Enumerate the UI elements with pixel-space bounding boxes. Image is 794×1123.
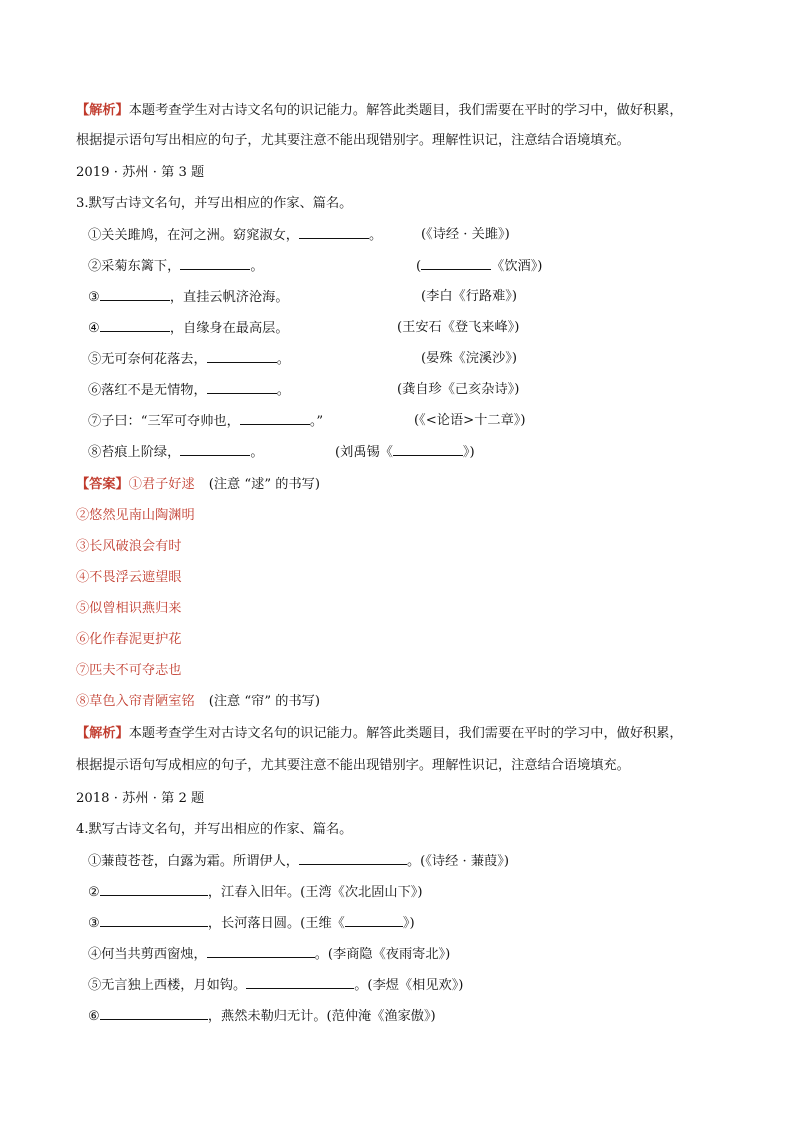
q3-item-1-source: (《诗经 · 关雎》) bbox=[421, 227, 510, 242]
analysis-tag: 【解析】 bbox=[76, 726, 129, 741]
blank-line bbox=[100, 1007, 208, 1020]
q3-item-7-source: (《<论语>十二章》) bbox=[414, 413, 526, 428]
q4-item-4: ④何当共剪西窗烛， 。(李商隐《夜雨寄北》) bbox=[88, 947, 451, 962]
blank-line bbox=[100, 914, 208, 927]
q3-item-4: ④ ，自缘身在最高层。 bbox=[88, 321, 289, 336]
analysis-1-line-2: 根据提示语句写出相应的句子，尤其要注意不能出现错别字。理解性识记，注意结合语境填充。 bbox=[76, 133, 630, 148]
q3-item-2-source: ( 《饮酒》) bbox=[416, 259, 543, 274]
q4-source: 2018 · 苏州 · 第 2 题 bbox=[76, 791, 205, 806]
blank-line bbox=[207, 350, 277, 363]
analysis-2-line-2: 根据提示语句写成相应的句子，尤其要注意不能出现错别字。理解性识记，注意结合语境填充。 bbox=[76, 758, 630, 773]
answer-line-7: ⑦匹夫不可夺志也 bbox=[76, 663, 182, 678]
blank-line bbox=[100, 288, 170, 301]
blank-line bbox=[180, 443, 250, 456]
answer-line-5: ⑤似曾相识燕归来 bbox=[76, 601, 182, 616]
answer-line-3: ③长风破浪会有时 bbox=[76, 539, 182, 554]
answer-line-4: ④不畏浮云遮望眼 bbox=[76, 570, 182, 585]
answer-line-6: ⑥化作春泥更护花 bbox=[76, 632, 182, 647]
q3-item-3: ③ ，直挂云帆济沧海。 bbox=[88, 290, 289, 305]
blank-line bbox=[240, 412, 310, 425]
blank-line bbox=[100, 319, 170, 332]
q3-item-3-source: (李白《行路难》) bbox=[421, 289, 518, 304]
q4-item-2: ② ，江春入旧年。(王湾《次北固山下》) bbox=[88, 885, 423, 900]
q3-item-8-source: (刘禹锡《 》) bbox=[335, 445, 475, 460]
q4-item-3: ③ ，长河落日圆。(王维《 》) bbox=[88, 916, 415, 931]
answer-line-2: ②悠然见南山陶渊明 bbox=[76, 508, 195, 523]
blank-line bbox=[207, 381, 277, 394]
q3-item-4-source: (王安石《登飞来峰》) bbox=[397, 320, 520, 335]
q4-item-5: ⑤无言独上西楼，月如钩。 。(李煜《相见欢》) bbox=[88, 978, 464, 993]
q3-item-8: ⑧苔痕上阶绿， 。 bbox=[88, 445, 264, 460]
q3-title: 3.默写古诗文名句，并写出相应的作家、篇名。 bbox=[76, 196, 353, 211]
answer-tag: 【答案】 bbox=[76, 477, 129, 492]
blank-line bbox=[421, 257, 491, 270]
q3-item-1: ①关关雎鸠，在河之洲。窈窕淑女， 。 bbox=[88, 228, 383, 243]
analysis-2-line-1: 【解析】本题考查学生对古诗文名句的识记能力。解答此类题目，我们需要在平时的学习中，做好积累， bbox=[76, 726, 683, 741]
q3-item-5-source: (晏殊《浣溪沙》) bbox=[421, 351, 518, 366]
blank-line bbox=[207, 945, 315, 958]
answer-last: ⑧草色入帘青陋室铭 (注意 “帘” 的书写) bbox=[76, 694, 320, 709]
q3-source: 2019 · 苏州 · 第 3 题 bbox=[76, 165, 205, 180]
analysis-tag: 【解析】 bbox=[76, 103, 129, 118]
q3-item-2: ②采菊东篱下， 。 bbox=[88, 259, 264, 274]
blank-line bbox=[180, 257, 250, 270]
blank-line bbox=[299, 226, 369, 239]
q3-item-6-source: (龚自珍《己亥杂诗》) bbox=[397, 382, 520, 397]
blank-line bbox=[100, 883, 208, 896]
q3-item-6: ⑥落红不是无情物， 。 bbox=[88, 383, 290, 398]
q4-title: 4.默写古诗文名句，并写出相应的作家、篇名。 bbox=[76, 822, 353, 837]
blank-line bbox=[299, 852, 407, 865]
blank-line bbox=[393, 443, 463, 456]
answer-first: 【答案】①君子好逑 (注意 “逑” 的书写) bbox=[76, 477, 320, 492]
analysis-1-line-1: 【解析】本题考查学生对古诗文名句的识记能力。解答此类题目，我们需要在平时的学习中，做好积累， bbox=[76, 103, 683, 118]
q3-item-5: ⑤无可奈何花落去， 。 bbox=[88, 352, 290, 367]
q3-item-7: ⑦子曰：“三军可夺帅也， 。” bbox=[88, 414, 324, 429]
q4-item-1: ①蒹葭苍苍，白露为霜。所谓伊人， 。(《诗经 · 蒹葭》) bbox=[88, 854, 509, 869]
q4-item-6: ⑥ ，燕然未勒归无计。(范仲淹《渔家傲》) bbox=[88, 1009, 436, 1024]
blank-line bbox=[246, 976, 354, 989]
blank-line bbox=[345, 914, 403, 927]
